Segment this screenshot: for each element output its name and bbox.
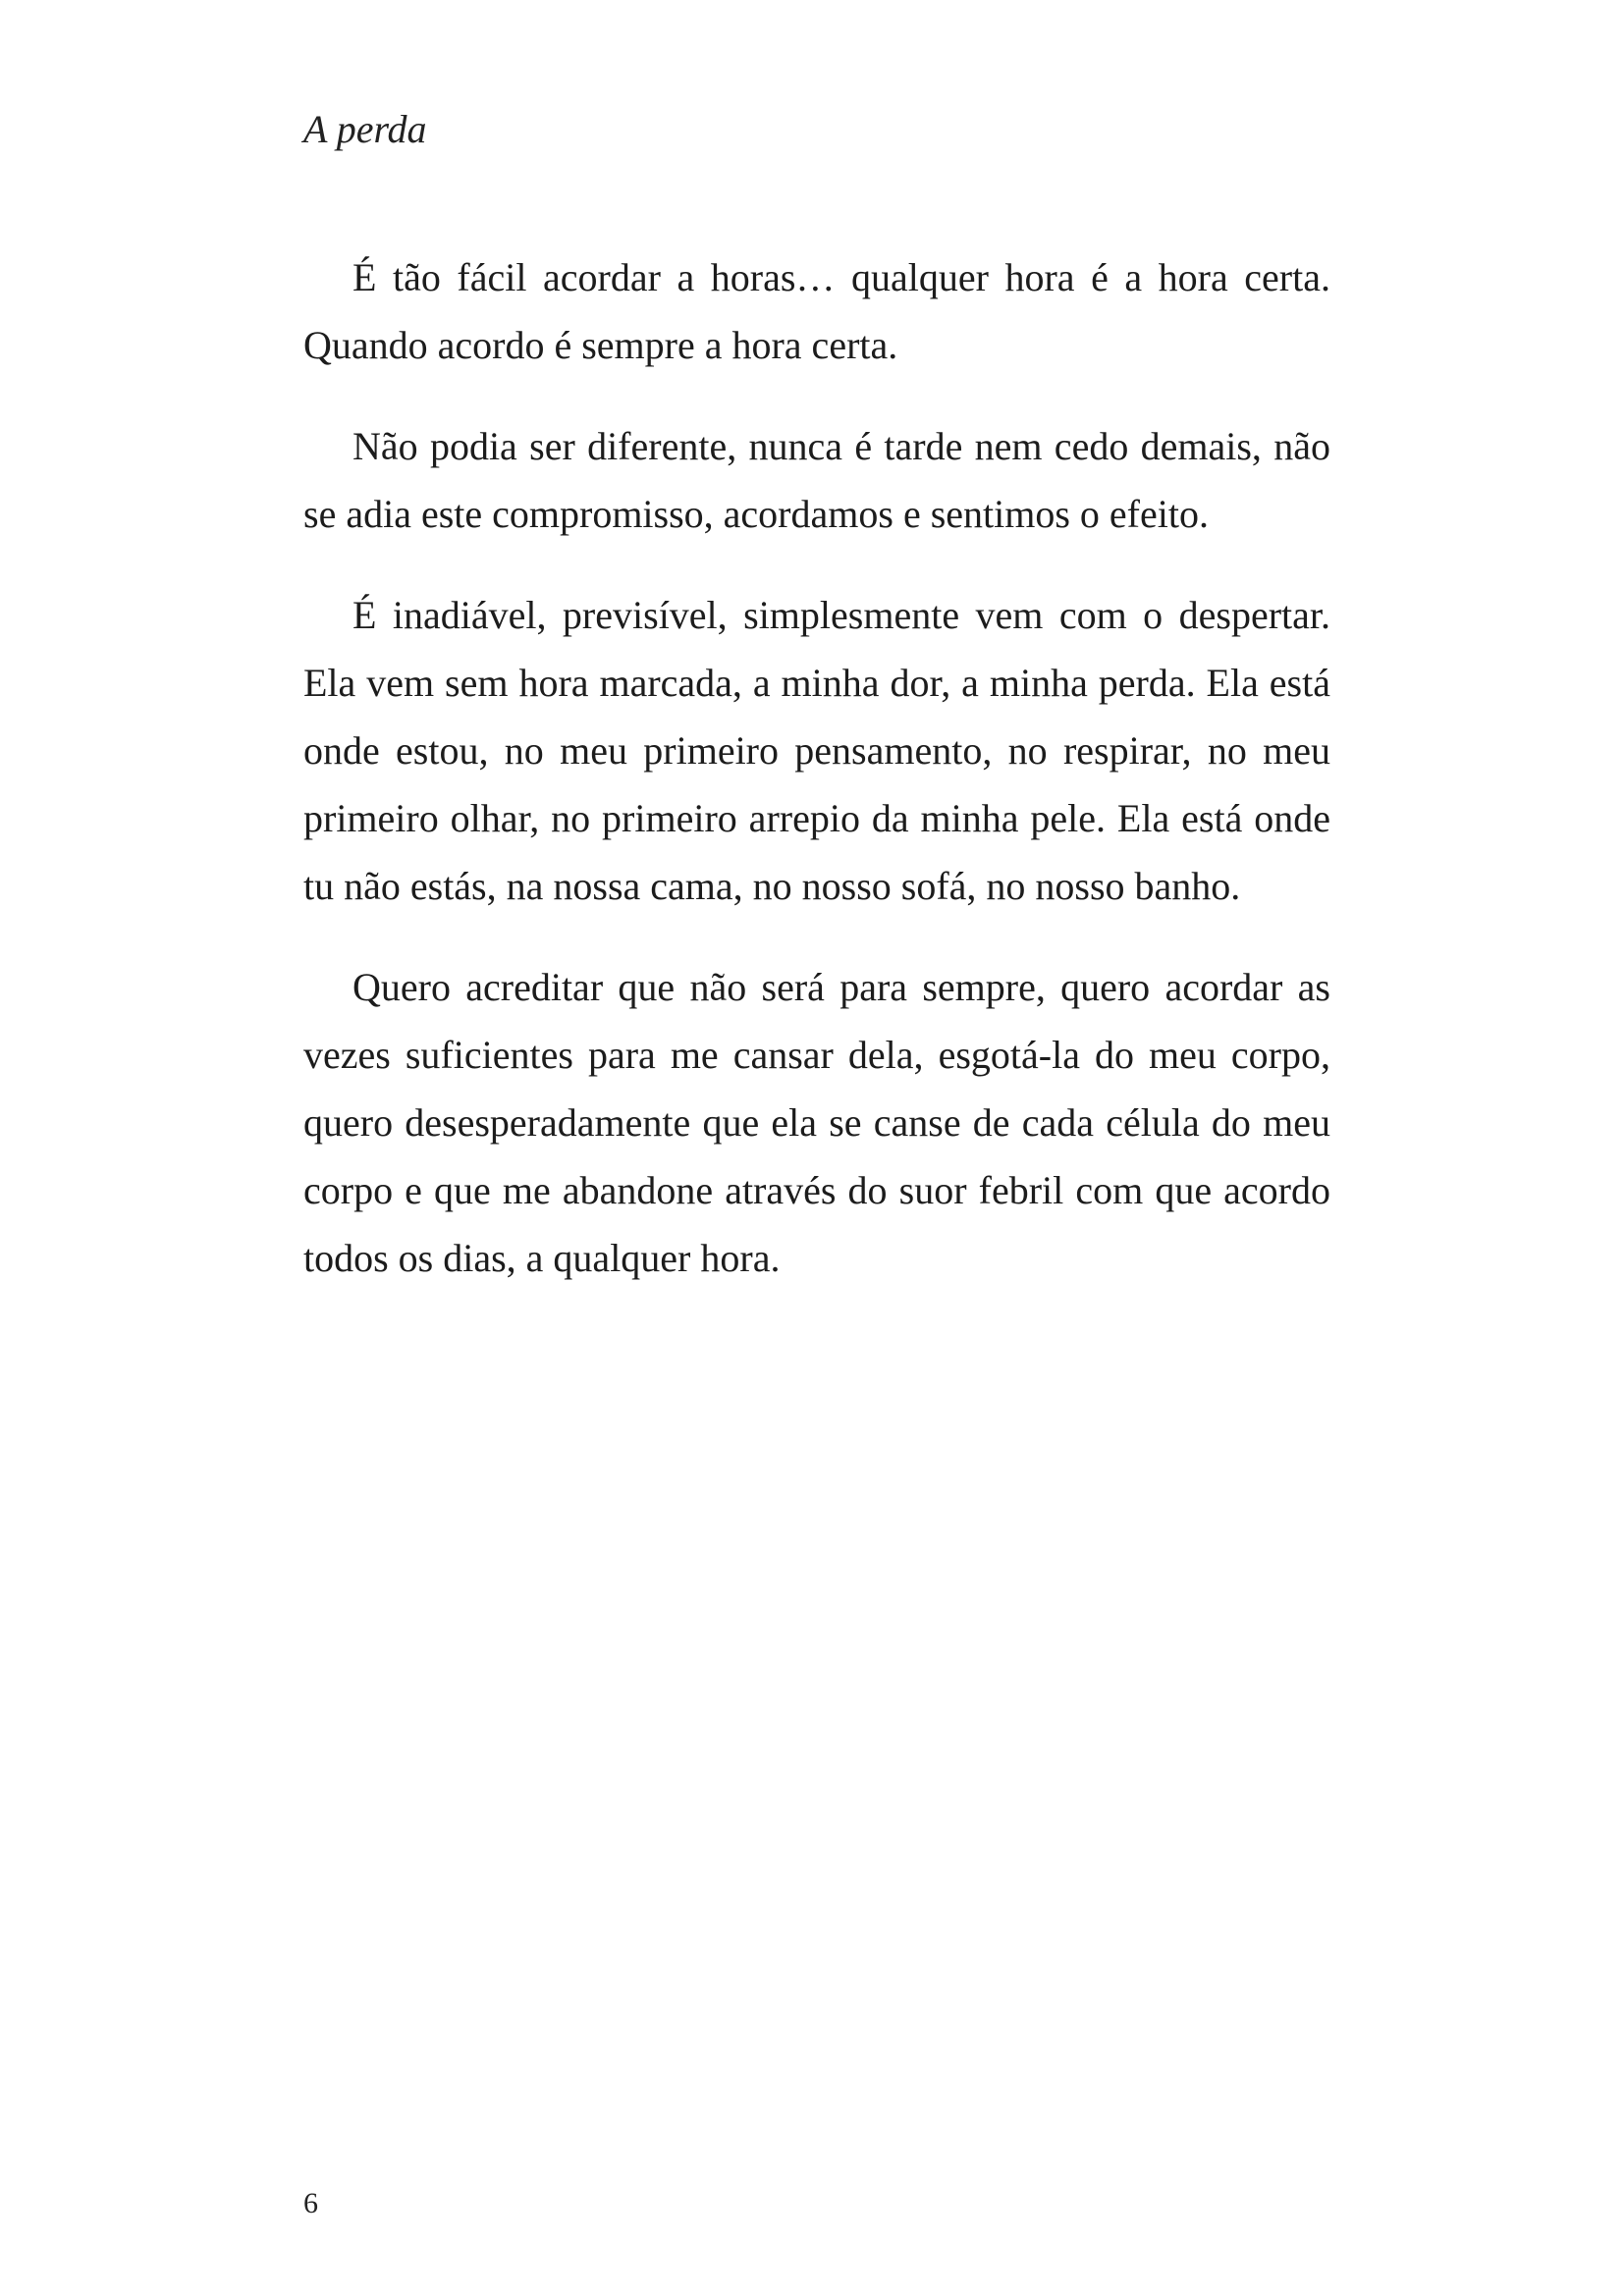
running-title: A perda [303, 107, 427, 151]
paragraph-2: Não podia ser diferente, nunca é tarde nem cedo demais, não se adia este compromisso, acordamos e sentimos o efeito. [303, 424, 1330, 536]
page-number: 6 [303, 2187, 318, 2219]
paragraph-1: É tão fácil acordar a horas… qualquer hora é a hora certa. Quando acordo é sempre a hora certa. [303, 255, 1330, 367]
paragraph-4: Quero acreditar que não será para sempre, quero acordar as vezes suficientes para me cansar dela, esgotá-la do meu corpo, quero desesperadamente que ela se canse de cada célula do meu corpo e que me abandone através do suor febril com que acordo todos os dias, a qualquer hora. [303, 965, 1330, 1280]
paragraph-3: É inadiável, previsível, simplesmente vem com o despertar. Ela vem sem hora marcada, a minha dor, a minha perda. Ela está onde estou, no meu primeiro pensamento, no respirar, no meu primeiro olhar, no primeiro arrepio da minha pele. Ela está onde tu não estás, na nossa cama, no nosso sofá, no nosso banho. [303, 593, 1330, 908]
chapter-text [303, 243, 1330, 1325]
